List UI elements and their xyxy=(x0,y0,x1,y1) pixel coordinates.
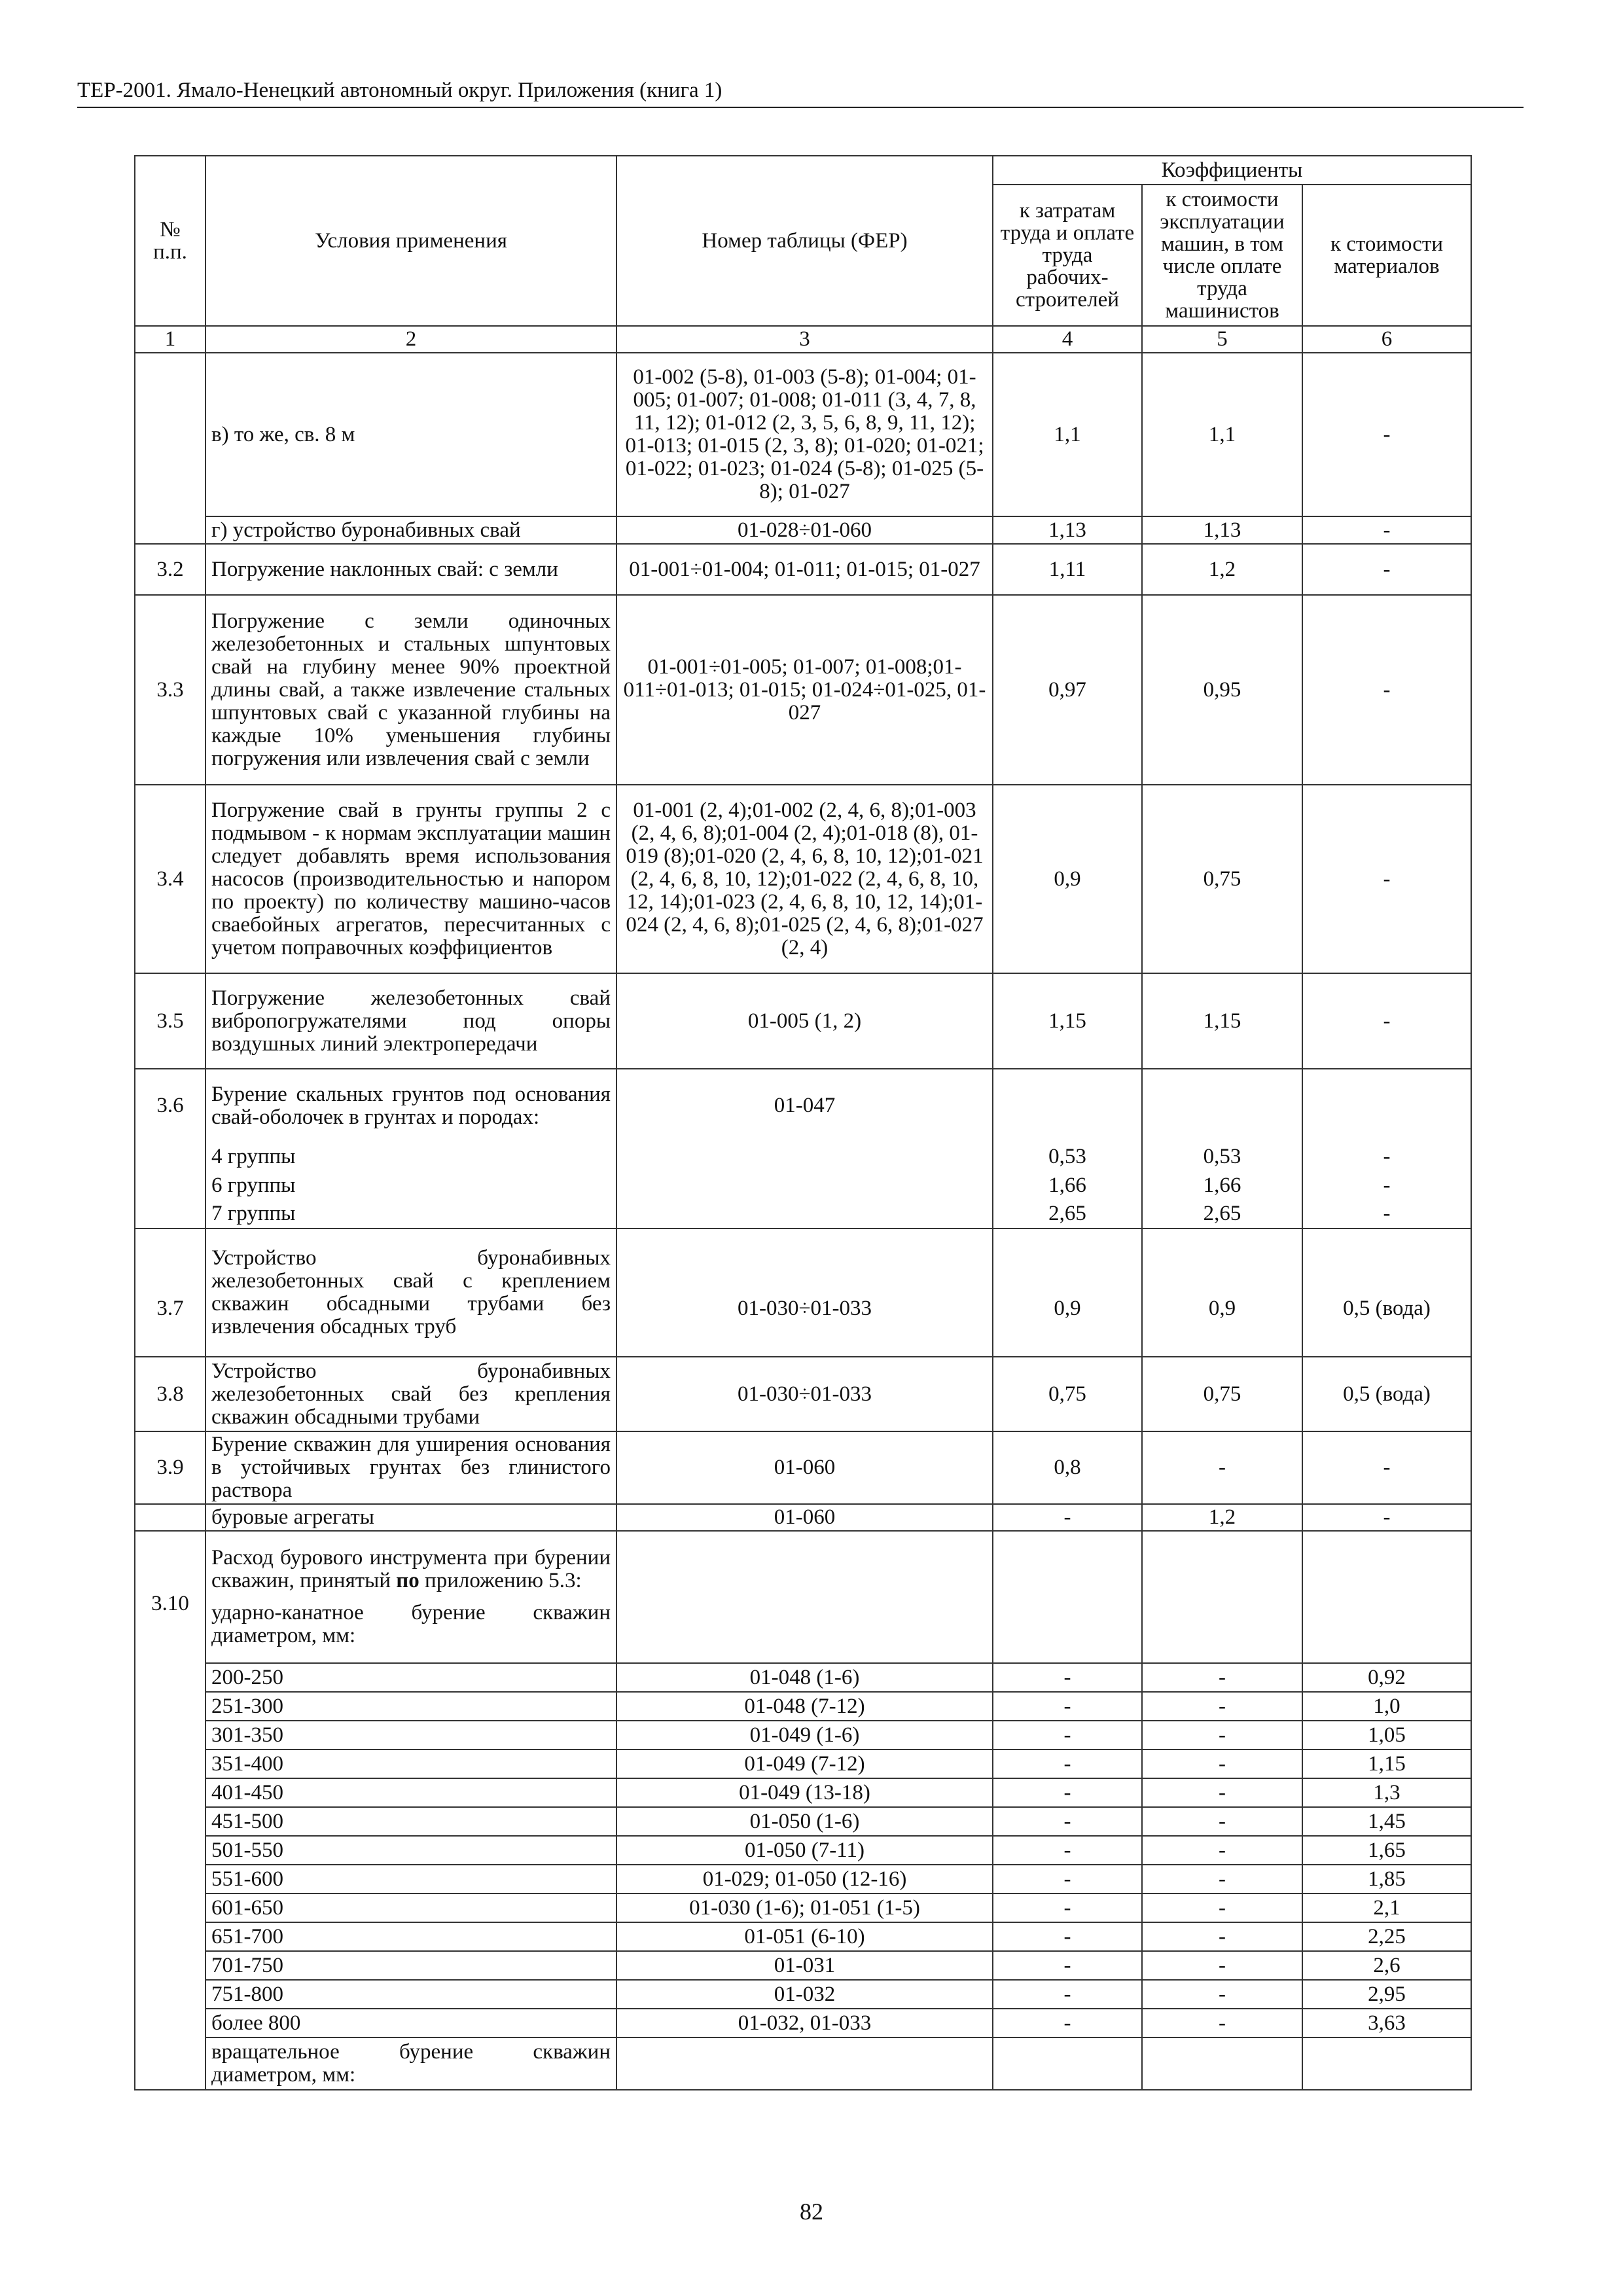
row-coef-labor xyxy=(993,1069,1142,1142)
row-coef-labor: - xyxy=(993,1980,1142,2009)
row-condition: 301-350 xyxy=(205,1721,616,1749)
row-number xyxy=(135,516,205,544)
col-header-labor: к затратам труда и оплате труда рабочих-строителей xyxy=(993,185,1142,326)
row-fer-table: 01-051 (6-10) xyxy=(616,1922,993,1951)
col-number: 5 xyxy=(1142,326,1302,353)
row-fer-table: 01-047 xyxy=(616,1069,993,1142)
row-coef-materials: - xyxy=(1302,1431,1471,1504)
row-number xyxy=(135,353,205,516)
table-row xyxy=(135,1807,1471,1836)
row-coef-labor: - xyxy=(993,1504,1142,1531)
row-condition: Погружение железобетонных свай вибропогружателями под опоры воздушных линий электропередачи xyxy=(205,973,616,1069)
row-coef-materials: 1,45 xyxy=(1302,1807,1471,1836)
row-fer-table: 01-049 (7-12) xyxy=(616,1749,993,1778)
row-number: 3.5 xyxy=(135,973,205,1069)
row-coef-labor: - xyxy=(993,1692,1142,1721)
row-coef-machines: 2,65 xyxy=(1142,1200,1302,1229)
col-header-machines: к стоимости эксплуатации машин, в том числе оплате труда машинистов xyxy=(1142,185,1302,326)
row-coef-labor: 0,75 xyxy=(993,1357,1142,1431)
row-coef-machines: - xyxy=(1142,1663,1302,1692)
row-condition: 401-450 xyxy=(205,1778,616,1807)
row-condition: 701-750 xyxy=(205,1951,616,1980)
row-condition: 751-800 xyxy=(205,1980,616,2009)
row-coef-labor xyxy=(993,2037,1142,2090)
table-row xyxy=(135,353,1471,516)
row-coef-labor: - xyxy=(993,1951,1142,1980)
row-coef-machines xyxy=(1142,1069,1302,1142)
row-coef-materials: 2,6 xyxy=(1302,1951,1471,1980)
row-number xyxy=(135,2037,205,2090)
row-condition: 651-700 xyxy=(205,1922,616,1951)
row-condition: 601-650 xyxy=(205,1893,616,1922)
row-fer-table xyxy=(616,1171,993,1200)
row-coef-labor: 2,65 xyxy=(993,1200,1142,1229)
row-coef-machines: 0,53 xyxy=(1142,1142,1302,1171)
row-condition: буровые агрегаты xyxy=(205,1504,616,1531)
row-coef-labor: 1,11 xyxy=(993,544,1142,595)
row-fer-table: 01-001÷01-005; 01-007; 01-008;01-011÷01-013; 01-015; 01-024÷01-025, 01-027 xyxy=(616,595,993,785)
row-condition: Бурение скважин для уширения основания в устойчивых грунтах без глинистого раствора xyxy=(205,1431,616,1504)
row-number xyxy=(135,1504,205,1531)
row-coef-materials xyxy=(1302,1531,1471,1663)
row-coef-materials: 0,5 (вода) xyxy=(1302,1229,1471,1357)
row-coef-materials: 2,25 xyxy=(1302,1922,1471,1951)
row-coef-labor: - xyxy=(993,1749,1142,1778)
table-row xyxy=(135,1692,1471,1721)
row-fer-table: 01-001 (2, 4);01-002 (2, 4, 6, 8);01-003 (2, 4, 6, 8);01-004 (2, 4);01-018 (8), 01-019 (8);01-020 (2, 4, 6, 8, 10, 12);01-021 (2, 4, 6, 8, 10, 12);01-022 (2, 4, 6, 8, 10, 12, 14);01-023 (2, 4, 6, 8, 10, 12, 14);01-024 (2, 4, 6, 8);01-025 (2, 4, 6, 8);01-027 (2, 4) xyxy=(616,785,993,973)
table-row xyxy=(135,1357,1471,1431)
row-condition-part: приложению 5.3: xyxy=(419,1569,582,1592)
row-number xyxy=(135,1980,205,2009)
row-coef-machines: 0,95 xyxy=(1142,595,1302,785)
row-fer-table: 01-030÷01-033 xyxy=(616,1357,993,1431)
row-coef-machines: - xyxy=(1142,1807,1302,1836)
row-number xyxy=(135,1692,205,1721)
row-number xyxy=(135,1142,205,1171)
table-row xyxy=(135,1893,1471,1922)
row-coef-labor: 0,9 xyxy=(993,785,1142,973)
row-coef-labor: - xyxy=(993,1807,1142,1836)
row-condition: Погружение с земли одиночных железобетонных и стальных шпунтовых свай на глубину менее 90% проектной длины свай, а также извлечение стальных шпунтовых свай с указанной глубины на каждые 10% уменьшения глубины погружения или извлечения свай с земли xyxy=(205,595,616,785)
row-coef-labor: - xyxy=(993,1721,1142,1749)
col-number: 1 xyxy=(135,326,205,353)
row-coef-machines: 1,2 xyxy=(1142,1504,1302,1531)
row-coef-machines: - xyxy=(1142,1692,1302,1721)
row-fer-table xyxy=(616,1142,993,1171)
table-row xyxy=(135,1200,1471,1229)
row-coef-materials: - xyxy=(1302,516,1471,544)
table-row xyxy=(135,973,1471,1069)
row-number: 3.10 xyxy=(135,1531,205,1663)
table-row xyxy=(135,1749,1471,1778)
row-coef-labor: 0,53 xyxy=(993,1142,1142,1171)
row-condition-sub: ударно-канатное бурение скважин диаметром, мм: xyxy=(211,1601,611,1647)
row-number xyxy=(135,1721,205,1749)
table-row xyxy=(135,1431,1471,1504)
row-coef-labor: - xyxy=(993,1836,1142,1865)
row-coef-materials: - xyxy=(1302,1504,1471,1531)
page-number: 82 xyxy=(800,2198,823,2225)
row-number: 3.7 xyxy=(135,1229,205,1357)
row-coef-machines: - xyxy=(1142,1922,1302,1951)
row-condition: Бурение скальных грунтов под основания свай-оболочек в грунтах и породах: xyxy=(205,1069,616,1142)
col-header-materials: к стоимости материалов xyxy=(1302,185,1471,326)
row-coef-machines: - xyxy=(1142,1749,1302,1778)
row-condition: 4 группы xyxy=(205,1142,616,1171)
col-number: 6 xyxy=(1302,326,1471,353)
table-row xyxy=(135,1069,1471,1142)
row-coef-machines xyxy=(1142,1531,1302,1663)
table-row xyxy=(135,1951,1471,1980)
col-header-conditions: Условия применения xyxy=(205,156,616,326)
table-row xyxy=(135,2009,1471,2037)
row-condition: 6 группы xyxy=(205,1171,616,1200)
col-header-fer-table: Номер таблицы (ФЕР) xyxy=(616,156,993,326)
row-fer-table: 01-032, 01-033 xyxy=(616,2009,993,2037)
row-coef-materials: - xyxy=(1302,544,1471,595)
table-row xyxy=(135,1980,1471,2009)
row-coef-machines: - xyxy=(1142,1431,1302,1504)
row-fer-table: 01-031 xyxy=(616,1951,993,1980)
row-fer-table: 01-005 (1, 2) xyxy=(616,973,993,1069)
row-coef-materials: 1,65 xyxy=(1302,1836,1471,1865)
row-number xyxy=(135,1663,205,1692)
row-coef-machines: 0,9 xyxy=(1142,1229,1302,1357)
row-number: 3.9 xyxy=(135,1431,205,1504)
table-row xyxy=(135,1721,1471,1749)
row-condition: вращательное бурение скважин диаметром, мм: xyxy=(205,2037,616,2090)
row-fer-table: 01-002 (5-8), 01-003 (5-8); 01-004; 01-005; 01-007; 01-008; 01-011 (3, 4, 7, 8, 11, 12); 01-012 (2, 3, 5, 6, 8, 9, 11, 12); 01-013; 01-015 (2, 3, 8); 01-020; 01-021; 01-022; 01-023; 01-024 (5-8); 01-025 (5-8); 01-027 xyxy=(616,353,993,516)
table-row xyxy=(135,1504,1471,1531)
row-coef-materials: 3,63 xyxy=(1302,2009,1471,2037)
row-coef-materials: - xyxy=(1302,353,1471,516)
row-coef-machines: - xyxy=(1142,1980,1302,2009)
row-coef-materials xyxy=(1302,2037,1471,2090)
row-coef-materials: 2,1 xyxy=(1302,1893,1471,1922)
row-condition: Устройство буронабивных железобетонных свай без крепления скважин обсадными трубами xyxy=(205,1357,616,1431)
table-row xyxy=(135,595,1471,785)
row-coef-labor xyxy=(993,1531,1142,1663)
row-fer-table: 01-048 (1-6) xyxy=(616,1663,993,1692)
row-condition: 501-550 xyxy=(205,1836,616,1865)
row-coef-machines: - xyxy=(1142,1721,1302,1749)
row-coef-machines xyxy=(1142,2037,1302,2090)
row-condition: Устройство буронабивных железобетонных свай с креплением скважин обсадными трубами без извлечения обсадных труб xyxy=(205,1229,616,1357)
row-coef-materials: 1,85 xyxy=(1302,1865,1471,1893)
row-coef-materials: - xyxy=(1302,1171,1471,1200)
row-number xyxy=(135,1807,205,1836)
row-fer-table: 01-001÷01-004; 01-011; 01-015; 01-027 xyxy=(616,544,993,595)
row-coef-machines: - xyxy=(1142,1951,1302,1980)
row-coef-materials: 1,0 xyxy=(1302,1692,1471,1721)
row-number xyxy=(135,1778,205,1807)
row-coef-labor: 0,9 xyxy=(993,1229,1142,1357)
table-row xyxy=(135,1922,1471,1951)
table-row xyxy=(135,516,1471,544)
table-row xyxy=(135,1778,1471,1807)
row-number xyxy=(135,1893,205,1922)
row-condition: 200-250 xyxy=(205,1663,616,1692)
row-coef-machines: 1,66 xyxy=(1142,1171,1302,1200)
column-numbers-row xyxy=(135,326,1471,353)
row-coef-labor: - xyxy=(993,1663,1142,1692)
row-coef-labor: 0,8 xyxy=(993,1431,1142,1504)
row-fer-table: 01-030÷01-033 xyxy=(616,1229,993,1357)
row-condition: Погружение свай в грунты группы 2 с подмывом - к нормам эксплуатации машин следует добавлять время использования насосов (производительностью и напором по проекту) по количеству машино-часов сваебойных агрегатов, пересчитанных с учетом поправочных коэффициентов xyxy=(205,785,616,973)
row-coef-machines: - xyxy=(1142,2009,1302,2037)
col-header-num: № п.п. xyxy=(135,156,205,326)
table-row xyxy=(135,1142,1471,1171)
table-row xyxy=(135,785,1471,973)
row-coef-materials: - xyxy=(1302,973,1471,1069)
row-number: 3.2 xyxy=(135,544,205,595)
row-number xyxy=(135,1200,205,1229)
row-coef-labor: - xyxy=(993,1778,1142,1807)
row-number: 3.4 xyxy=(135,785,205,973)
col-number: 4 xyxy=(993,326,1142,353)
row-fer-table: 01-060 xyxy=(616,1504,993,1531)
row-condition: 7 группы xyxy=(205,1200,616,1229)
row-fer-table: 01-050 (1-6) xyxy=(616,1807,993,1836)
running-header: ТЕР-2001. Ямало-Ненецкий автономный округ. Приложения (книга 1) xyxy=(77,79,722,102)
row-coef-machines: 1,2 xyxy=(1142,544,1302,595)
row-fer-table: 01-050 (7-11) xyxy=(616,1836,993,1865)
table-row xyxy=(135,1531,1471,1663)
row-coef-materials: - xyxy=(1302,595,1471,785)
row-coef-labor: - xyxy=(993,1922,1142,1951)
row-condition: 251-300 xyxy=(205,1692,616,1721)
table-row xyxy=(135,1865,1471,1893)
row-coef-machines: 1,13 xyxy=(1142,516,1302,544)
row-coef-labor: - xyxy=(993,1893,1142,1922)
row-coef-labor: 1,66 xyxy=(993,1171,1142,1200)
header-rule xyxy=(77,107,1524,108)
row-coef-materials: 1,3 xyxy=(1302,1778,1471,1807)
row-fer-table: 01-048 (7-12) xyxy=(616,1692,993,1721)
row-coef-labor: 1,1 xyxy=(993,353,1142,516)
row-number xyxy=(135,1171,205,1200)
row-number xyxy=(135,1951,205,1980)
row-condition: 551-600 xyxy=(205,1865,616,1893)
row-fer-table xyxy=(616,1531,993,1663)
row-number: 3.8 xyxy=(135,1357,205,1431)
row-number: 3.6 xyxy=(135,1069,205,1142)
row-fer-table: 01-049 (13-18) xyxy=(616,1778,993,1807)
row-condition: 351-400 xyxy=(205,1749,616,1778)
row-number xyxy=(135,1836,205,1865)
row-coef-machines: - xyxy=(1142,1865,1302,1893)
row-coef-labor: 1,15 xyxy=(993,973,1142,1069)
table-row xyxy=(135,1171,1471,1200)
col-number: 2 xyxy=(205,326,616,353)
row-coef-machines: 0,75 xyxy=(1142,785,1302,973)
row-coef-materials: - xyxy=(1302,785,1471,973)
row-number xyxy=(135,1749,205,1778)
row-coef-materials: 0,5 (вода) xyxy=(1302,1357,1471,1431)
row-coef-materials: - xyxy=(1302,1142,1471,1171)
row-number xyxy=(135,2009,205,2037)
row-coef-labor: 0,97 xyxy=(993,595,1142,785)
row-condition-part: Расход бурового инструмента при бурении скважин, принятый xyxy=(211,1546,611,1592)
table-row xyxy=(135,1229,1471,1357)
col-header-coefficients: Коэффициенты xyxy=(993,156,1471,185)
row-coef-machines: 1,1 xyxy=(1142,353,1302,516)
table-row xyxy=(135,1663,1471,1692)
row-coef-labor: - xyxy=(993,1865,1142,1893)
row-condition xyxy=(205,1531,616,1663)
col-number: 3 xyxy=(616,326,993,353)
row-coef-materials: - xyxy=(1302,1200,1471,1229)
row-coef-machines: - xyxy=(1142,1778,1302,1807)
row-number xyxy=(135,1922,205,1951)
row-condition: г) устройство буронабивных свай xyxy=(205,516,616,544)
row-coef-materials: 1,05 xyxy=(1302,1721,1471,1749)
diameter-rows xyxy=(135,1663,1471,2037)
row-fer-table: 01-030 (1-6); 01-051 (1-5) xyxy=(616,1893,993,1922)
row-fer-table: 01-032 xyxy=(616,1980,993,2009)
row-coef-materials: 0,92 xyxy=(1302,1663,1471,1692)
table-row xyxy=(135,1836,1471,1865)
row-condition: более 800 xyxy=(205,2009,616,2037)
row-condition: Погружение наклонных свай: с земли xyxy=(205,544,616,595)
row-coef-machines: 0,75 xyxy=(1142,1357,1302,1431)
table-header xyxy=(135,156,1471,353)
row-coef-materials: 1,15 xyxy=(1302,1749,1471,1778)
row-coef-materials: 2,95 xyxy=(1302,1980,1471,2009)
row-fer-table xyxy=(616,1200,993,1229)
row-coef-machines: - xyxy=(1142,1836,1302,1865)
row-number xyxy=(135,1865,205,1893)
row-fer-table: 01-028÷01-060 xyxy=(616,516,993,544)
row-condition: 451-500 xyxy=(205,1807,616,1836)
row-fer-table: 01-060 xyxy=(616,1431,993,1504)
table-row xyxy=(135,544,1471,595)
row-fer-table: 01-029; 01-050 (12-16) xyxy=(616,1865,993,1893)
row-coef-labor: 1,13 xyxy=(993,516,1142,544)
row-fer-table: 01-049 (1-6) xyxy=(616,1721,993,1749)
row-coef-machines: - xyxy=(1142,1893,1302,1922)
row-fer-table xyxy=(616,2037,993,2090)
row-coef-labor: - xyxy=(993,2009,1142,2037)
row-coef-machines: 1,15 xyxy=(1142,973,1302,1069)
row-number: 3.3 xyxy=(135,595,205,785)
row-coef-materials xyxy=(1302,1069,1471,1142)
table-row xyxy=(135,2037,1471,2090)
row-condition: в) то же, св. 8 м xyxy=(205,353,616,516)
row-condition-bold: по xyxy=(396,1569,419,1592)
coefficients-table xyxy=(134,155,1472,2090)
